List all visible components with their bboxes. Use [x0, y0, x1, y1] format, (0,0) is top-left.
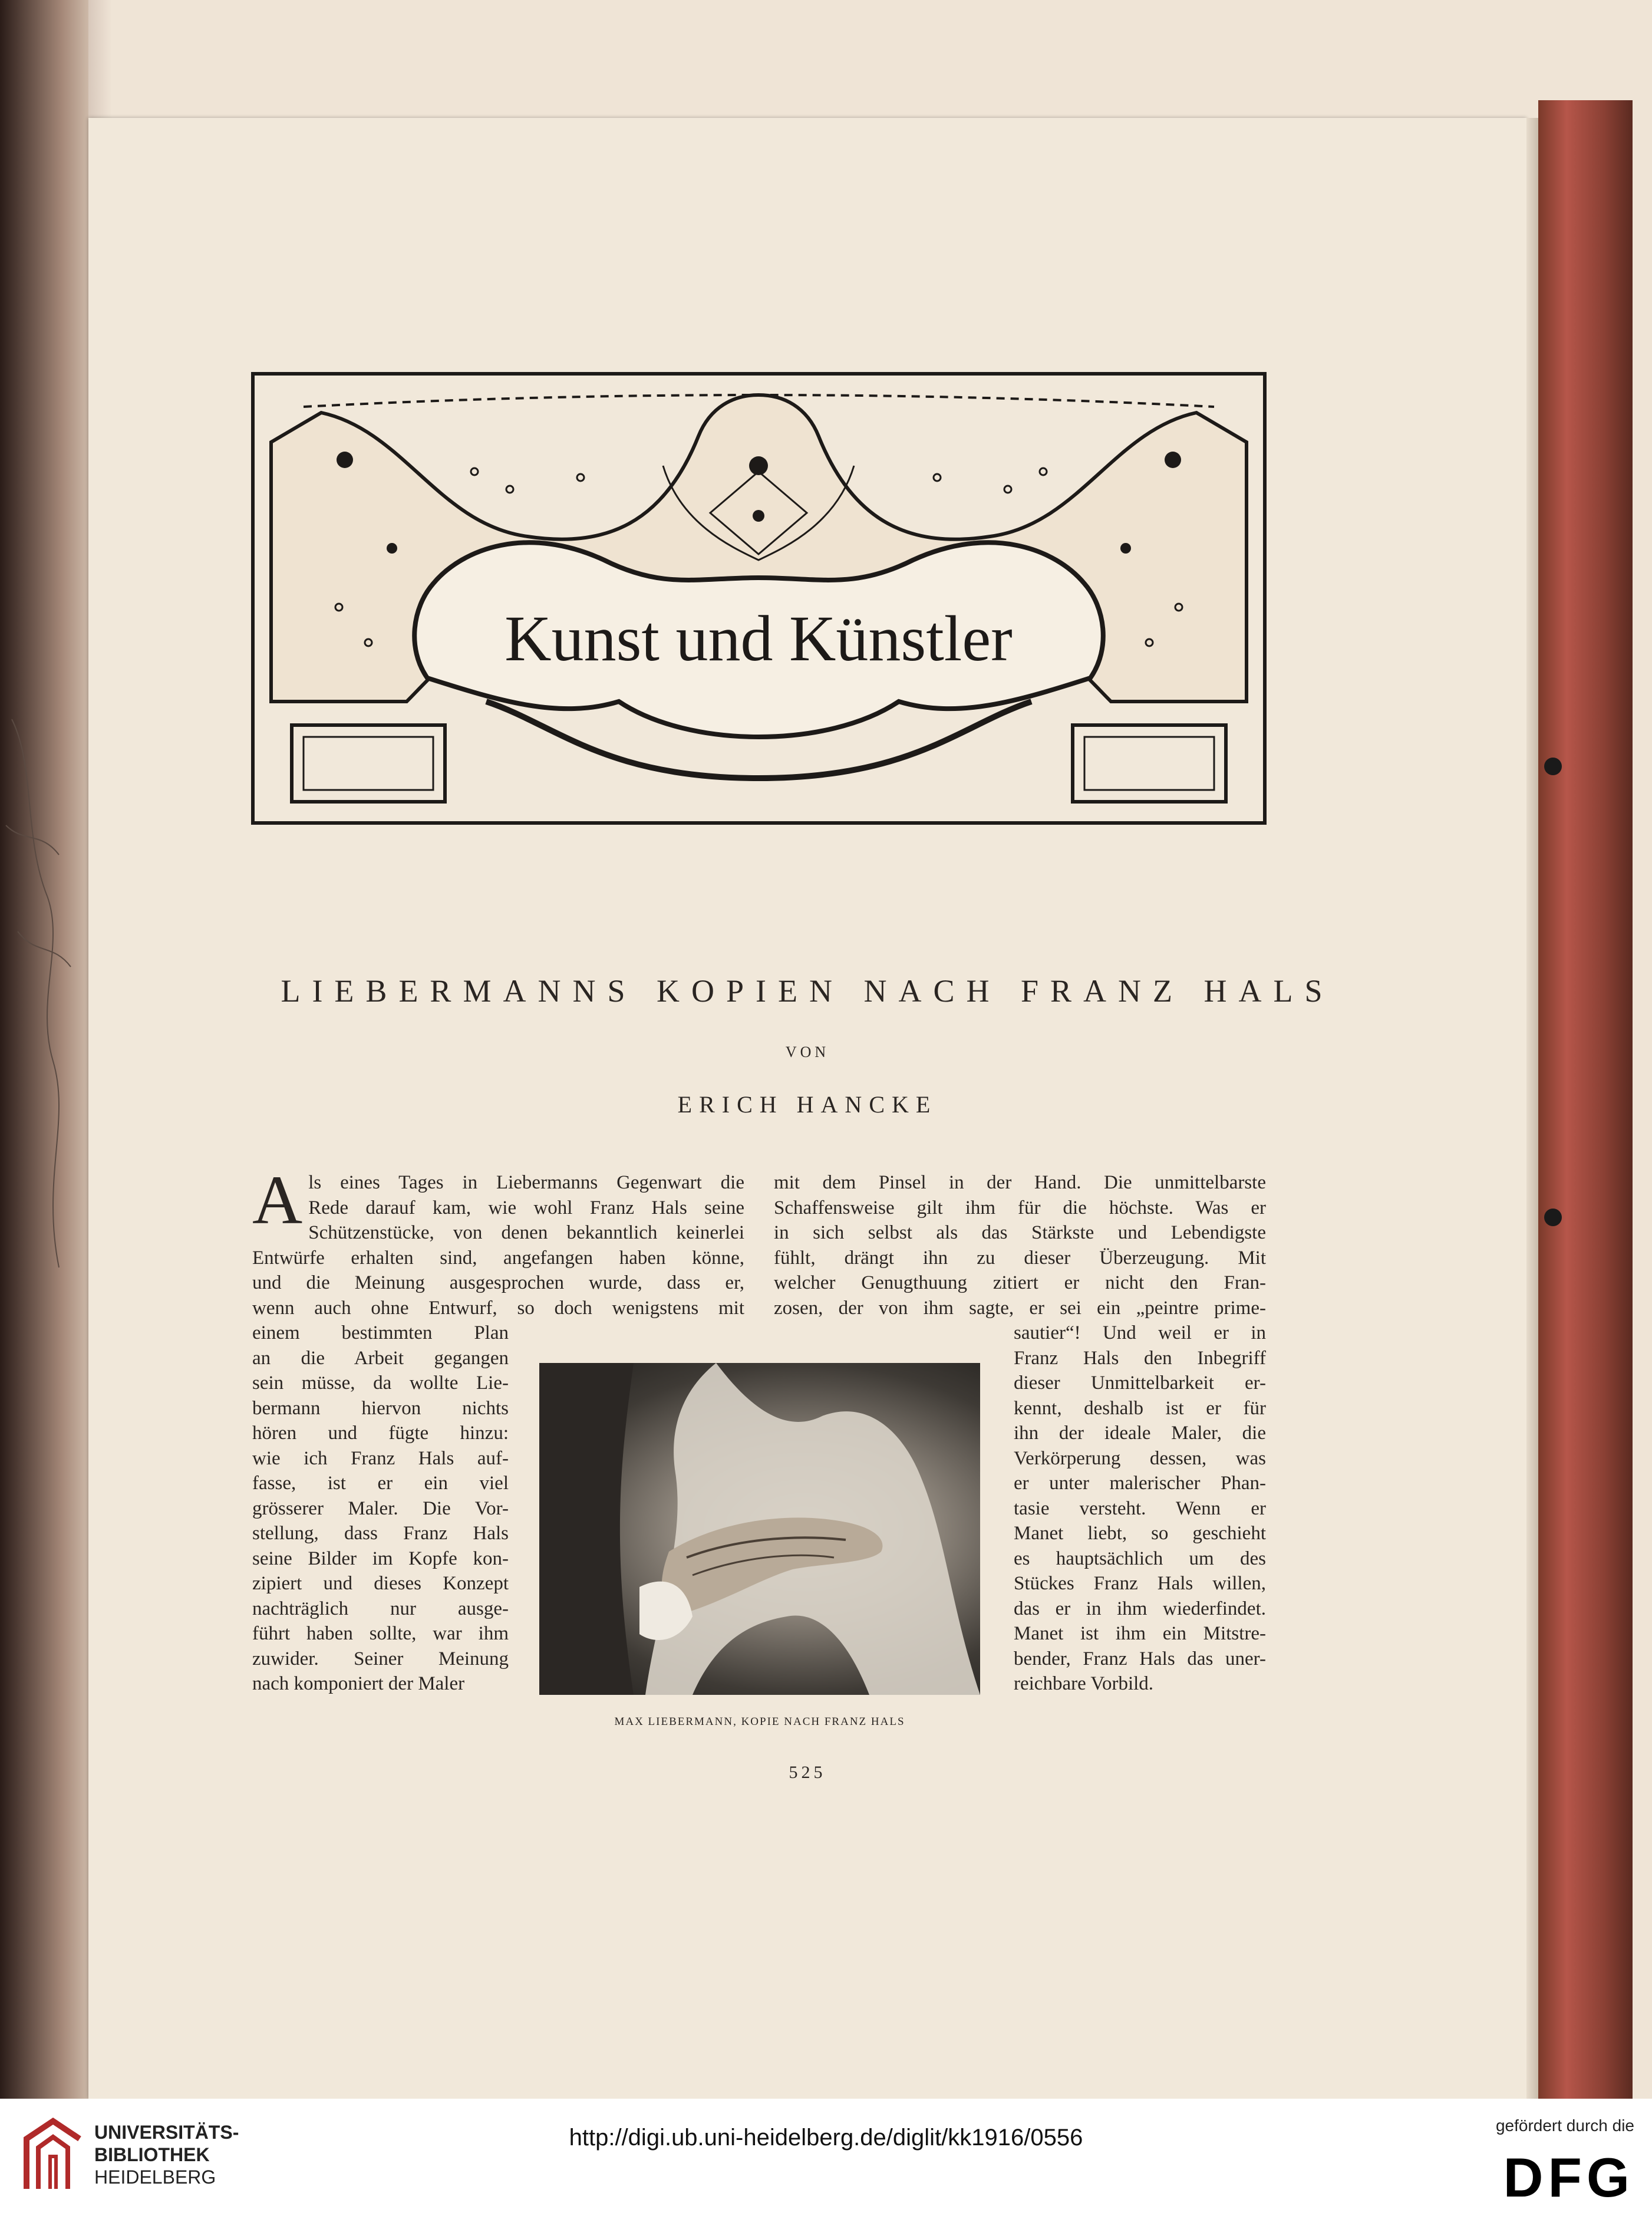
painting-photo [539, 1363, 980, 1695]
text-line: Stückes Franz Hals willen, [1014, 1573, 1266, 1594]
text-line: ls eines Tages in Liebermanns Gegenwart die [308, 1172, 744, 1193]
text-line: hören und fügte hinzu: [252, 1423, 509, 1444]
text-line: er unter malerischer Phan- [1014, 1473, 1266, 1494]
cover-board [1538, 100, 1633, 2099]
page-edge [1526, 118, 1538, 2099]
photo-caption: MAX LIEBERMANN, KOPIE NACH FRANZ HALS [614, 1715, 905, 1728]
hands-painting [539, 1363, 980, 1695]
article-author: ERICH HANCKE [677, 1091, 938, 1118]
text-line: nach komponiert der Maler [252, 1673, 465, 1694]
text-line: stellung, dass Franz Hals [252, 1523, 509, 1544]
masthead-ornament [250, 371, 1267, 825]
text-line: Verkörperung dessen, was [1014, 1447, 1266, 1469]
text-line: einem bestimmten Plan [252, 1322, 509, 1344]
text-line: Schaffensweise gilt ihm für die höchste. Was er [774, 1197, 1266, 1219]
right-column-top [774, 1170, 1266, 1321]
text-line: kennt, deshalb ist er für [1014, 1397, 1266, 1419]
text-line: in sich selbst als das Stärkste und Lebendigste [774, 1222, 1266, 1243]
clasp-bottom [1544, 1209, 1562, 1226]
footer-bar [0, 2099, 1652, 2216]
text-line: fühlt, drängt ihn zu dieser Überzeugung. Mit [774, 1247, 1266, 1269]
text-line: wie ich Franz Hals auf- [252, 1447, 509, 1469]
text-line: sautier“! Und weil er in [1014, 1322, 1266, 1344]
dfg-logo: DFG [1503, 2146, 1634, 2208]
right-column-narrow [1014, 1321, 1266, 1697]
text-line: ihn der ideale Maler, die [1014, 1423, 1266, 1444]
text-line: bermann hiervon nichts [252, 1397, 509, 1419]
text-line: zipiert und dieses Konzept [252, 1573, 509, 1594]
text-line: Schützenstücke, von denen bekanntlich keinerlei [308, 1222, 744, 1243]
left-column-narrow [252, 1321, 509, 1697]
text-line: es hauptsächlich um des [1014, 1547, 1266, 1569]
text-line: Rede darauf kam, wie wohl Franz Hals seine [308, 1197, 744, 1219]
library-line-2: BIBLIOTHEK [94, 2144, 210, 2165]
text-line: an die Arbeit gegangen [252, 1347, 509, 1369]
library-line-3: HEIDELBERG [94, 2166, 216, 2188]
text-line: seine Bilder im Kopfe kon- [252, 1547, 509, 1569]
left-column-top [252, 1161, 744, 1321]
article-title: LIEBERMANNS KOPIEN NACH FRANZ HALS [281, 973, 1334, 1009]
byline-prefix: VON [785, 1043, 830, 1061]
clasp-top [1544, 758, 1562, 775]
text-line: Entwürfe erhalten sind, angefangen haben könne, [252, 1247, 744, 1269]
text-line: bender, Franz Hals das uner- [1014, 1648, 1266, 1670]
drop-cap: A [252, 1161, 303, 1239]
text-line: grösserer Maler. Die Vor- [252, 1497, 509, 1519]
text-line: Manet ist ihm ein Mitstre- [1014, 1623, 1266, 1644]
funded-by-label: gefördert durch die [1495, 2116, 1634, 2135]
text-line: welcher Genugthuung zitiert er nicht den Fran- [774, 1272, 1266, 1293]
text-line: sein müsse, da wollte Lie- [252, 1372, 509, 1394]
text-line: wenn auch ohne Entwurf, so doch wenigstens mit [252, 1297, 744, 1319]
text-line: dieser Unmittelbarkeit er- [1014, 1372, 1266, 1394]
left-page-sketch [0, 648, 83, 1356]
text-line: Franz Hals den Inbegriff [1014, 1347, 1266, 1369]
text-line: das er in ihm wiederfindet. [1014, 1598, 1266, 1619]
text-line: nachträglich nur ausge- [252, 1598, 509, 1619]
text-line: führt haben sollte, war ihm [252, 1623, 509, 1644]
text-line: tasie versteht. Wenn er [1014, 1497, 1266, 1519]
text-line: reichbare Vorbild. [1014, 1673, 1154, 1694]
library-line-1: UNIVERSITÄTS- [94, 2122, 239, 2143]
page-number: 525 [789, 1763, 826, 1782]
masthead-title: Kunst und Künstler [504, 602, 1013, 674]
text-line: mit dem Pinsel in der Hand. Die unmittelbarste [774, 1172, 1266, 1193]
source-url-link[interactable]: http://digi.ub.uni-heidelberg.de/diglit/kk1916/0556 [569, 2125, 1083, 2151]
text-line: und die Meinung ausgesprochen wurde, dass er, [252, 1272, 744, 1293]
text-line: Manet liebt, so geschieht [1014, 1523, 1266, 1544]
text-line: zuwider. Seiner Meinung [252, 1648, 509, 1670]
text-line: zosen, der von ihm sagte, er sei ein „peintre prime- [774, 1297, 1266, 1319]
text-line: fasse, ist er ein viel [252, 1473, 509, 1494]
